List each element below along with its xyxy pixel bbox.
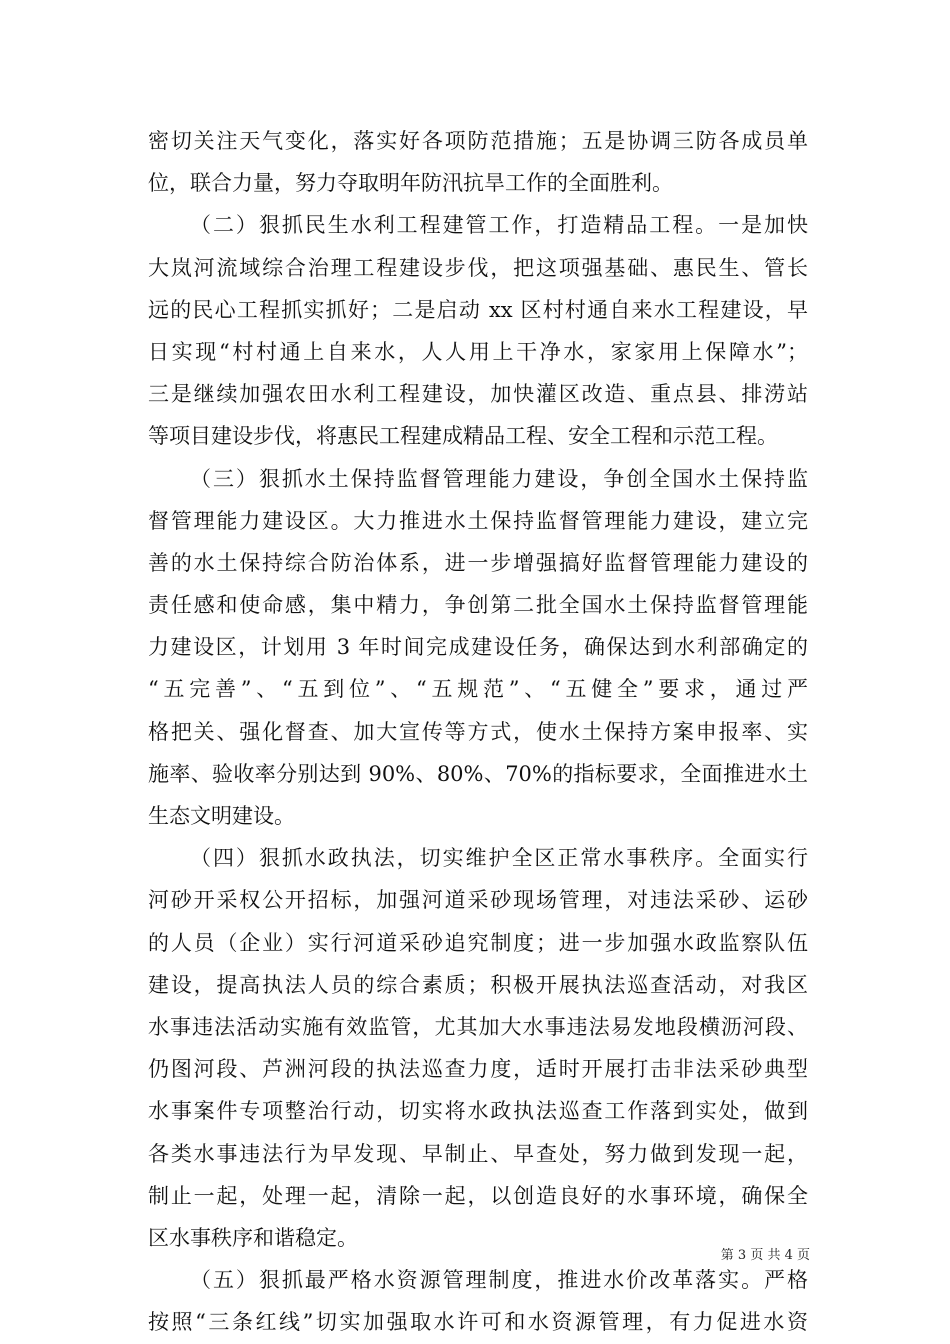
document-body [148, 120, 808, 1343]
page-number-footer: 第 3 页 共 4 页 [720, 1248, 810, 1263]
text-line: 日实现“村村通上自来水，人人用上干净水，家家用上保障水”； [148, 339, 808, 364]
text-line: 生态文明建设。 [148, 804, 295, 828]
text-line: 责任感和使命感，集中精力，争创第二批全国水土保持监督管理能 [148, 593, 808, 618]
text-line: 制止一起，处理一起，清除一起，以创造良好的水事环境，确保全 [148, 1183, 808, 1208]
text-line: 施率、验收率分别达到 90%、80%、70%的指标要求，全面推进水土 [148, 761, 808, 786]
text-line: 三是继续加强农田水利工程建设，加快灌区改造、重点县、排涝站 [148, 382, 808, 407]
text-line: 等项目建设步伐，将惠民工程建成精品工程、安全工程和示范工程。 [148, 424, 778, 449]
text-line: （四）狠抓水政执法，切实维护全区正常水事秩序。全面实行 [190, 846, 808, 871]
text-line: 水事违法活动实施有效监管，尤其加大水事违法易发地段横沥河段、 [148, 1014, 808, 1039]
text-line: 远的民心工程抓实抓好；二是启动 xx 区村村通自来水工程建设，早 [148, 297, 808, 322]
text-line: （二）狠抓民生水利工程建管工作，打造精品工程。一是加快 [190, 213, 808, 238]
text-line: 善的水土保持综合防治体系，进一步增强搞好监督管理能力建设的 [148, 550, 808, 575]
text-line: 的人员（企业）实行河道采砂追究制度；进一步加强水政监察队伍 [148, 930, 808, 955]
text-line: 建设，提高执法人员的综合素质；积极开展执法巡查活动，对我区 [148, 972, 808, 997]
text-line: 位，联合力量，努力夺取明年防汛抗旱工作的全面胜利。 [148, 171, 673, 196]
text-line: “五完善”、“五到位”、“五规范”、“五健全”要求，通过严 [148, 677, 808, 702]
text-line: 密切关注天气变化，落实好各项防范措施；五是协调三防各成员单 [148, 129, 808, 153]
text-line: （五）狠抓最严格水资源管理制度，推进水价改革落实。严格 [190, 1268, 808, 1293]
text-line: 河砂开采权公开招标，加强河道采砂现场管理，对违法采砂、运砂 [148, 888, 808, 913]
text-line: 区水事秩序和谐稳定。 [148, 1225, 358, 1250]
text-line: 按照“三条红线”切实加强取水许可和水资源管理，有力促进水资 [148, 1310, 808, 1335]
text-line: 格把关、强化督查、加大宣传等方式，使水土保持方案申报率、实 [148, 719, 808, 744]
text-line: （三）狠抓水土保持监督管理能力建设，争创全国水土保持监 [190, 466, 808, 491]
text-line: 各类水事违法行为早发现、早制止、早查处，努力做到发现一起， [148, 1141, 808, 1166]
text-line: 仍图河段、芦洲河段的执法巡查力度，适时开展打击非法采砂典型 [148, 1057, 808, 1082]
text-line: 督管理能力建设区。大力推进水土保持监督管理能力建设，建立完 [148, 508, 808, 533]
text-line: 水事案件专项整治行动，切实将水政执法巡查工作落到实处，做到 [148, 1099, 808, 1124]
text-line: 力建设区，计划用 3 年时间完成建设任务，确保达到水利部确定的 [148, 635, 808, 660]
text-line: 大岚河流域综合治理工程建设步伐，把这项强基础、惠民生、管长 [148, 255, 808, 280]
